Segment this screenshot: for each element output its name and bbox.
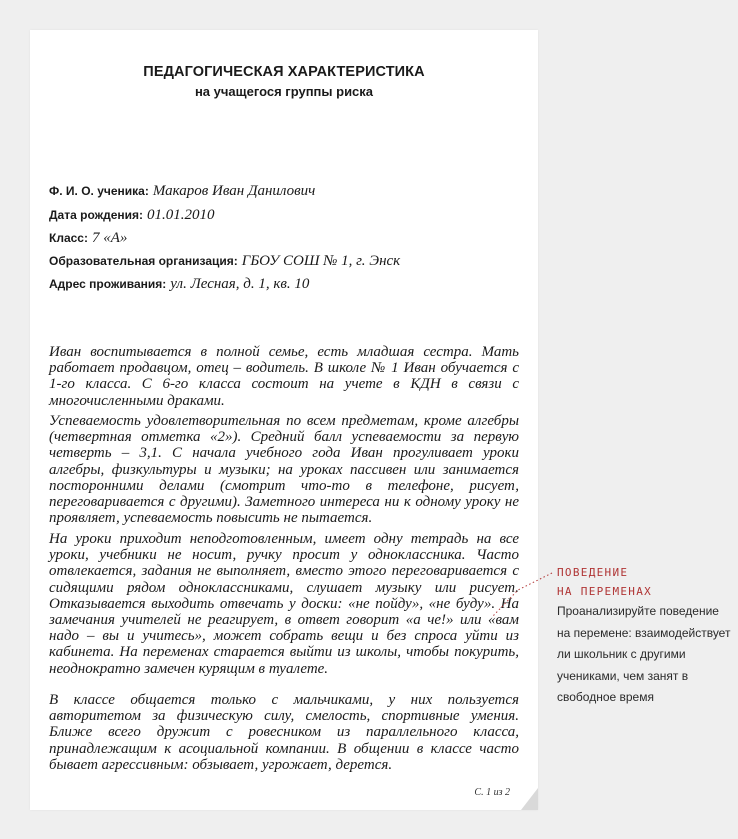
document-title: ПЕДАГОГИЧЕСКАЯ ХАРАКТЕРИСТИКА <box>143 64 425 80</box>
field-label: Ф. И. О. ученика: <box>49 184 149 198</box>
sidebar-note-title-line: НА ПЕРЕМЕНАХ <box>557 585 653 598</box>
sidebar-note-title <box>557 563 727 601</box>
field-value: 7 «А» <box>91 230 128 246</box>
field-label: Адрес проживания: <box>49 277 167 291</box>
field-value: 01.01.2010 <box>147 207 215 223</box>
sidebar-note-text: Проанализируйте поведение на перемене: взаимодействует ли школьник с другими учениками, чем занят в свободное время <box>557 604 731 704</box>
field-value: ул. Лесная, д. 1, кв. 10 <box>170 276 310 292</box>
paragraph-family: Иван воспитывается в полной семье, есть младшая сестра. Мать работает продавцом, отец – водитель. В школе № 1 Иван обучается с 1-го класса. С 6-го класса состоит на учете в КДН в связи с многочисленными драками. <box>49 344 519 409</box>
field-label: Дата рождения: <box>49 208 144 222</box>
paragraph-performance: Успеваемость удовлетворительная по всем предметам, кроме алгебры (четвертная отметка «2»). Средний балл успеваемости за первую четверть – 3,1. С начала учебного года Иван прогуливает уроки алгебры, физкультуры и музыки; на уроках пассивен или занимается посторонними делами (смотрит что-то в телефоне, рисует, переговаривается с другими). Заметного интереса ни к одному уроку не проявляет, успеваемость повысить не пытается. <box>49 413 519 527</box>
sidebar-note-title-line: ПОВЕДЕНИЕ <box>557 566 629 579</box>
field-label: Образовательная организация: <box>49 254 238 268</box>
paragraph-communication: В классе общается только с мальчиками, у них пользуется авторитетом за физическую силу, смелость, спортивные умения. Ближе всего дружит с ровесником из параллельного класса, принадлежащим к асоциальной компании. В общении в классе часто бывает агрессивным: обзывает, угрожает, дерется. <box>49 692 519 773</box>
field-value: Макаров Иван Данилович <box>152 183 316 199</box>
paragraph-behavior: На уроки приходит неподготовленным, имеет одну тетрадь на все уроки, учебники не носит, ручку просит у одноклассника. Часто отвлекается, задания не выполняет, вместо этого переговаривается с сидящими рядом одноклассниками, слушает музыку или рисует. Отказывается выходить отвечать у доски: «не пойду», «не буду». На замечания учителей не реагирует, в ответ говорит «а че!» или «вам надо – вы и учитесь», может собрать вещи и без спроса уйти из кабинета. На переменах старается выйти из школы, чтобы покурить, неоднократно замечен курящим в туалете. <box>49 531 519 677</box>
field-label: Класс: <box>49 231 88 245</box>
document-subtitle: на учащегося группы риска <box>194 84 374 99</box>
page-number: С. 1 из 2 <box>474 787 510 798</box>
field-value: ГБОУ СОШ № 1, г. Энск <box>241 253 401 269</box>
